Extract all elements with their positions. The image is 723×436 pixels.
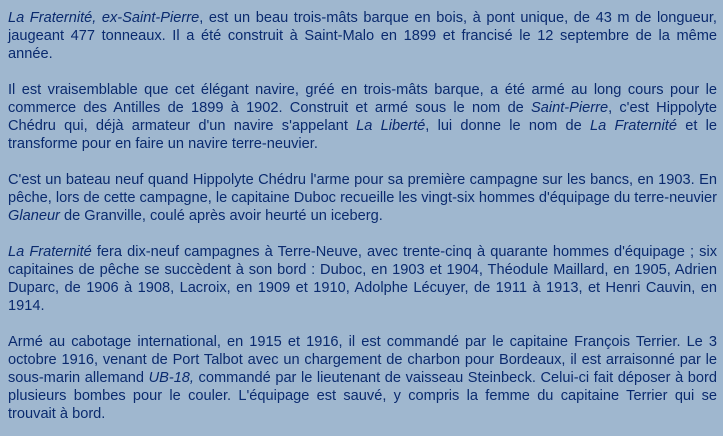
text-run: , lui donne le nom de bbox=[425, 118, 591, 134]
text-run: C'est un bateau neuf quand Hippolyte Chédru l'arme pour sa première campagne sur les bancs, en 1903. En pêche, lors de cette campagne, le capitaine Duboc recueille les vingt-six hommes d'équipage du terre-neuvier bbox=[8, 172, 717, 206]
italic-text: La Fraternité bbox=[590, 118, 677, 134]
paragraph bbox=[8, 81, 717, 153]
paragraph bbox=[8, 243, 717, 315]
text-run: Armé au cabotage international, en 1915 et 1916, il est commandé par le capitaine François Terrier. Le 3 octobre 1916, venant de Port Talbot avec un chargement de charbon pour Bordeaux, il est arraisonné par le sous-marin allemand bbox=[8, 334, 717, 386]
text-run: Il est vraisemblable que cet élégant navire, gréé en trois-mâts barque, a été armé au long cours pour le commerce des Antilles de 1899 à 1902. Construit et armé sous le nom de bbox=[8, 82, 717, 116]
paragraph bbox=[8, 171, 717, 225]
text-run: , c'est Hippolyte Chédru qui, déjà armateur d'un navire s'appelant bbox=[8, 100, 717, 134]
text-run: fera dix-neuf campagnes à Terre-Neuve, avec trente-cinq à quarante hommes d'équipage ; six capitaines de pêche se succèdent à son bord : Duboc, en 1903 et 1904, Théodule Maillard, en 1905, Adrien Duparc, de 1906 à 1908, Lacroix, en 1909 et 1910, Adolphe Lécuyer, de 1911 à 1913, et Henri Cauvin, en 1914. bbox=[8, 244, 717, 314]
italic-text: Glaneur bbox=[8, 208, 60, 224]
paragraph bbox=[8, 333, 717, 423]
text-run: de Granville, coulé après avoir heurté un iceberg. bbox=[59, 208, 383, 224]
italic-text: La Liberté bbox=[356, 118, 426, 134]
paragraph bbox=[8, 9, 717, 63]
italic-text: UB-18, bbox=[148, 370, 194, 386]
italic-text: La Fraternité, ex-Saint-Pierre bbox=[8, 10, 200, 26]
italic-text: Saint-Pierre bbox=[531, 100, 609, 116]
document-body bbox=[8, 9, 717, 423]
text-run: et le transforme pour en faire un navire terre-neuvier. bbox=[8, 118, 718, 152]
text-run: , est un beau trois-mâts barque en bois, à pont unique, de 43 m de longueur, jaugeant 477 tonneaux. Il a été construit à Saint-Malo en 1899 et francisé le 12 septembre de la même année. bbox=[8, 10, 717, 62]
italic-text: La Fraternité bbox=[8, 244, 92, 260]
text-run: commandé par le lieutenant de vaisseau Steinbeck. Celui-ci fait déposer à bord plusieurs bombes pour le couler. L'équipage est sauvé, y compris la femme du capitaine Terrier qui se trouvait à bord. bbox=[8, 370, 717, 422]
